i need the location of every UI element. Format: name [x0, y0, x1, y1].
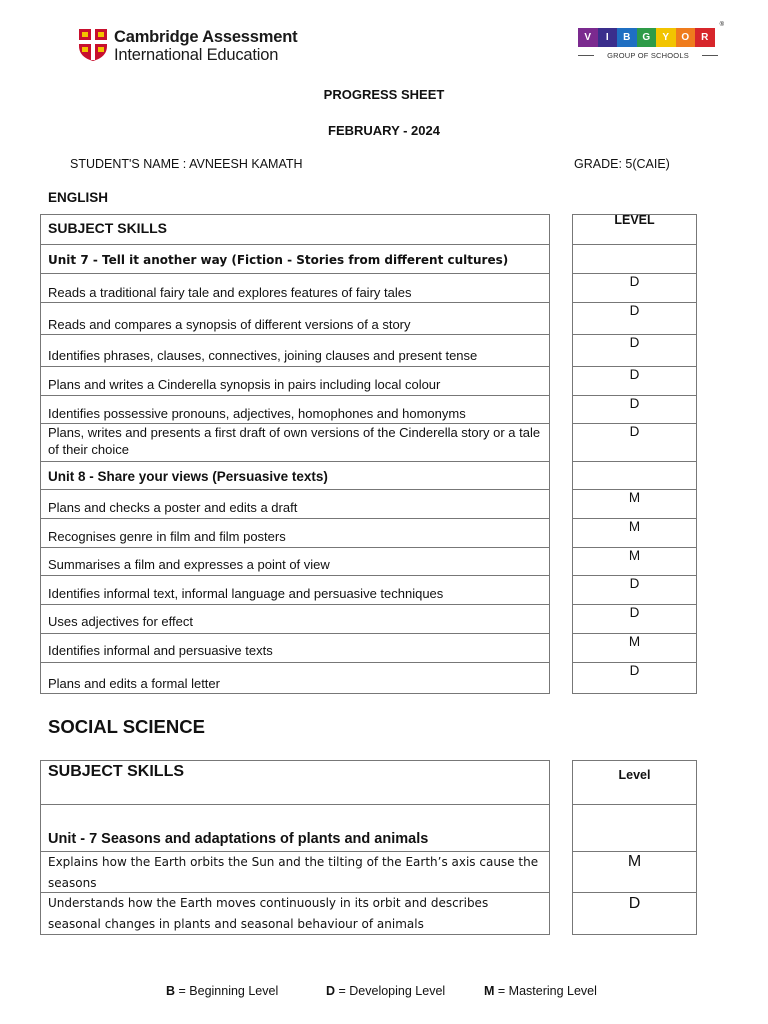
- level-row: [573, 892, 696, 934]
- unit-row: [41, 461, 549, 489]
- table-row: [41, 518, 549, 547]
- page-title: PROGRESS SHEET: [323, 87, 445, 102]
- legend-mastering: [484, 984, 597, 998]
- level-row: [573, 334, 696, 366]
- legend-key: B: [166, 984, 176, 998]
- level-row: [573, 302, 696, 334]
- skill-text: Understands how the Earth moves continuously in its orbit and describes seasonal changes in plants and seasonal behaviour of animals: [48, 896, 489, 931]
- skills-header: SUBJECT SKILLS: [48, 763, 185, 780]
- student-grade: GRADE: 5(CAIE): [574, 157, 670, 171]
- level-value: D: [629, 367, 640, 382]
- table-row: [41, 892, 549, 934]
- table-row: [41, 366, 549, 395]
- level-header: Level: [618, 768, 651, 782]
- vibgyor-letter: O: [676, 28, 696, 47]
- level-value: M: [628, 490, 641, 505]
- level-row: [573, 273, 696, 302]
- level-value: M: [628, 548, 641, 563]
- vibgyor-letter: B: [617, 28, 637, 47]
- level-row: [573, 244, 696, 273]
- legend-beginning: [166, 984, 278, 998]
- skill-text: Explains how the Earth orbits the Sun and the tilting of the Earth’s axis cause the seasons: [48, 855, 539, 890]
- skill-text: Plans, writes and presents a first draft of own versions of the Cinderella story or a tale of their choice: [48, 425, 541, 457]
- skill-text: Reads a traditional fairy tale and explores features of fairy tales: [48, 285, 412, 300]
- table-row: [41, 604, 549, 633]
- skill-text: Plans and edits a formal letter: [48, 676, 220, 691]
- level-row: [573, 804, 696, 851]
- table-row: [41, 302, 549, 334]
- table-row: [41, 633, 549, 662]
- unit-row: [41, 244, 549, 273]
- level-value: D: [629, 605, 640, 620]
- skill-text: Recognises genre in film and film posters: [48, 529, 286, 544]
- vibgyor-letter: G: [637, 28, 657, 47]
- skill-text: Uses adjectives for effect: [48, 614, 193, 629]
- registered-mark: ®: [719, 22, 724, 28]
- skill-text: Plans and checks a poster and edits a draft: [48, 500, 298, 515]
- legend-developing: [326, 984, 445, 998]
- level-value: D: [629, 303, 640, 318]
- skill-text: Identifies possessive pronouns, adjectives, homophones and homonyms: [48, 406, 466, 421]
- level-row: [573, 547, 696, 575]
- level-row: [573, 423, 696, 461]
- english-level-table: [572, 214, 697, 694]
- skills-header: SUBJECT SKILLS: [48, 220, 168, 236]
- level-row: [573, 604, 696, 633]
- level-row: [573, 489, 696, 518]
- level-row: [573, 518, 696, 547]
- english-skills-table: [40, 214, 550, 694]
- level-value: D: [629, 396, 640, 411]
- table-row: [41, 547, 549, 575]
- vibgyor-subtitle: GROUP OF SCHOOLS: [578, 51, 718, 60]
- level-row: [573, 395, 696, 423]
- skills-header-row: [41, 215, 549, 244]
- level-row: [573, 633, 696, 662]
- level-row: [573, 461, 696, 489]
- level-row: [573, 366, 696, 395]
- legend-key: D: [326, 984, 336, 998]
- table-row: [41, 334, 549, 366]
- table-row: [41, 423, 549, 461]
- cambridge-name-line1: Cambridge Assessment: [114, 28, 298, 46]
- level-row: [573, 575, 696, 604]
- student-name: STUDENT'S NAME : AVNEESH KAMATH: [70, 157, 303, 171]
- social-science-level-table: [572, 760, 697, 935]
- level-value: D: [629, 424, 640, 439]
- level-value: D: [629, 576, 640, 591]
- table-row: [41, 851, 549, 892]
- level-row: [573, 662, 696, 693]
- vibgyor-letter: Y: [656, 28, 676, 47]
- level-row: [573, 851, 696, 892]
- cambridge-logo: [78, 28, 308, 66]
- skill-text: Summarises a film and expresses a point of view: [48, 557, 330, 572]
- vibgyor-letters: [578, 28, 720, 47]
- level-header-row: [573, 215, 696, 244]
- skill-text: Plans and writes a Cinderella synopsis in pairs including local colour: [48, 377, 441, 392]
- level-value: D: [629, 335, 640, 350]
- social-science-heading: SOCIAL SCIENCE: [48, 716, 205, 737]
- unit8-title: Unit 8 - Share your views (Persuasive texts): [48, 469, 328, 484]
- level-header-row: [573, 761, 696, 804]
- cambridge-shield-icon: [78, 28, 108, 62]
- skill-text: Reads and compares a synopsis of different versions of a story: [48, 317, 411, 332]
- unit-row: [41, 804, 549, 851]
- level-header: LEVEL: [614, 213, 655, 227]
- level-value: D: [629, 274, 640, 289]
- legend-text: = Developing Level: [335, 984, 446, 998]
- skill-text: Identifies informal and persuasive texts: [48, 643, 273, 658]
- unit7-title: Unit 7 - Tell it another way (Fiction - Stories from different cultures): [48, 253, 509, 267]
- report-period: FEBRUARY - 2024: [328, 123, 440, 138]
- table-row: [41, 395, 549, 423]
- table-row: [41, 575, 549, 604]
- level-value: D: [629, 663, 640, 678]
- skills-header-row: [41, 761, 549, 804]
- table-row: [41, 662, 549, 693]
- legend-text: = Beginning Level: [175, 984, 279, 998]
- vibgyor-letter: V: [578, 28, 598, 47]
- vibgyor-logo: [578, 22, 724, 62]
- ss-unit7-title: Unit - 7 Seasons and adaptations of plants and animals: [48, 831, 429, 847]
- level-value: M: [627, 853, 642, 870]
- level-value: D: [628, 895, 641, 912]
- level-value: M: [628, 519, 641, 534]
- table-row: [41, 273, 549, 302]
- legend-text: = Mastering Level: [494, 984, 597, 998]
- vibgyor-letter: R: [695, 28, 715, 47]
- social-science-skills-table: [40, 760, 550, 935]
- cambridge-name-line2: International Education: [114, 46, 279, 64]
- skill-text: Identifies phrases, clauses, connectives, joining clauses and present tense: [48, 348, 478, 363]
- skill-text: Identifies informal text, informal language and persuasive techniques: [48, 586, 444, 601]
- vibgyor-letter: I: [598, 28, 618, 47]
- table-row: [41, 489, 549, 518]
- english-heading: ENGLISH: [48, 190, 109, 205]
- legend-key: M: [484, 984, 495, 998]
- level-value: M: [628, 634, 641, 649]
